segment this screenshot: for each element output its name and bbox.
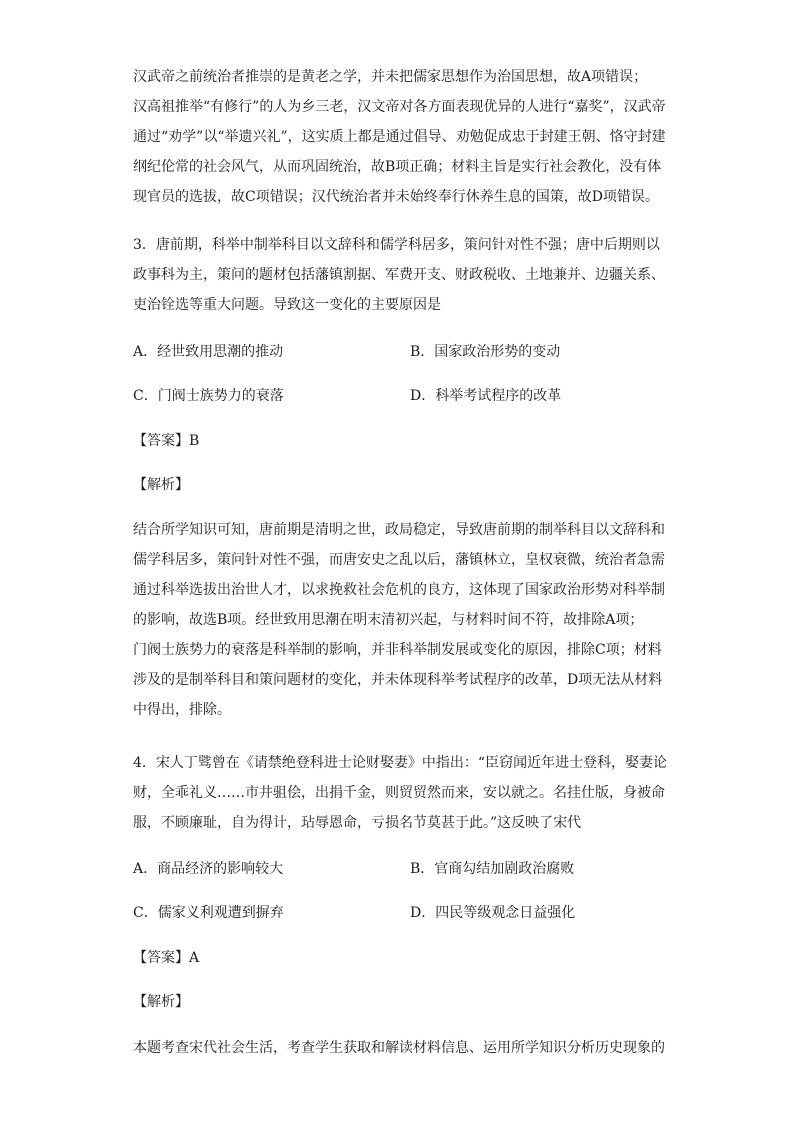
text-line: 涉及的是制举科目和策问题材的变化，并未体现科举考试程序的改革，D项无法从材料 (133, 672, 663, 688)
option-c: C．儒家义利观遭到摒弃 (133, 905, 284, 921)
text-line: 汉武帝之前统治者推崇的是黄老之学，并未把儒家思想作为治国思想，故A项错误； (133, 69, 648, 85)
option-d: D．四民等级观念日益强化 (410, 905, 576, 921)
text-line: 通过科举选拔出治世人才，以求挽救社会危机的良方，这体现了国家政治形势对科举制 (133, 582, 665, 598)
text-line: 中得出，排除。 (133, 702, 231, 718)
question-3-analysis (133, 515, 669, 725)
text-line: 现官员的选拔，故C项错误；汉代统治者并未始终奉行休养生息的国策，故D项错误。 (133, 189, 659, 205)
text-line: 3．唐前期，科举中制举科目以文辞科和儒学科居多，策问针对性不强；唐中后期则以 (133, 237, 660, 253)
prev-analysis-paragraph (133, 62, 669, 212)
text-line: 4．宋人丁骘曾在《请禁绝登科进士论财娶妻》中指出：“臣窃闻近年进士登科，娶妻论 (133, 755, 668, 771)
option-a: A．经世致用思潮的推动 (133, 344, 284, 360)
question-4-answer: 【答案】A (133, 950, 200, 966)
text-line: 政事科为主，策问的题材包括藩镇割据、军费开支、财政税收、土地兼并、边疆关系、 (133, 267, 665, 283)
text-line: 吏治铨选等重大问题。导致这一变化的主要原因是 (133, 297, 441, 313)
question-3-options-row-1 (133, 337, 669, 367)
text-line: 门阀士族势力的衰落是科举制的影响，并非科举制发展或变化的原因，排除C项；材料 (133, 642, 662, 658)
question-4-options-row-1 (133, 854, 669, 884)
text-line: 结合所学知识可知，唐前期是清明之世，政局稳定，导致唐前期的制举科目以文辞科和 (133, 522, 665, 538)
option-c: C．门阀士族势力的衰落 (133, 388, 284, 404)
option-d: D．科举考试程序的改革 (410, 388, 562, 404)
question-3-stem (133, 230, 669, 320)
question-4-analysis (133, 1033, 669, 1063)
option-a: A．商品经济的影响较大 (133, 861, 284, 877)
question-3-options-row-2 (133, 381, 669, 411)
text-line: 本题考查宋代社会生活，考查学生获取和解读材料信息、运用所学知识分析历史现象的 (133, 1040, 665, 1056)
text-line: 纲纪伦常的社会风气，从而巩固统治，故B项正确；材料主旨是实行社会教化，没有体 (133, 159, 662, 175)
text-line: 通过“劝学”以“举遗兴礼”，这实质上都是通过倡导、劝勉促成忠于封建王朝、恪守封建 (133, 129, 666, 145)
text-line: 的影响，故选B项。经世致用思潮在明末清初兴起，与材料时间不符，故排除A项； (133, 612, 644, 628)
question-3-answer: 【答案】B (133, 433, 200, 449)
text-line: 儒学科居多，策问针对性不强，而唐安史之乱以后，藩镇林立，皇权衰微，统治者急需 (133, 552, 665, 568)
question-4-options-row-2 (133, 898, 669, 928)
text-line: 财，全乖礼义……市井驵侩，出捐千金，则贸贸然而来，安以就之。名挂仕版，身被命 (133, 785, 665, 801)
option-b: B．官商勾结加剧政治腐败 (410, 861, 575, 877)
text-line: 服，不顾廉耻，自为得计，玷辱恩命，亏损名节莫甚于此。”这反映了宋代 (133, 815, 582, 831)
question-3-analysis-label: 【解析】 (133, 477, 189, 493)
option-b: B．国家政治形势的变动 (410, 344, 561, 360)
question-4-stem (133, 748, 669, 838)
text-line: 汉高祖推举“有修行”的人为乡三老，汉文帝对各方面表现优异的人进行“嘉奖”，汉武帝 (133, 99, 666, 115)
question-4-analysis-label: 【解析】 (133, 994, 189, 1010)
